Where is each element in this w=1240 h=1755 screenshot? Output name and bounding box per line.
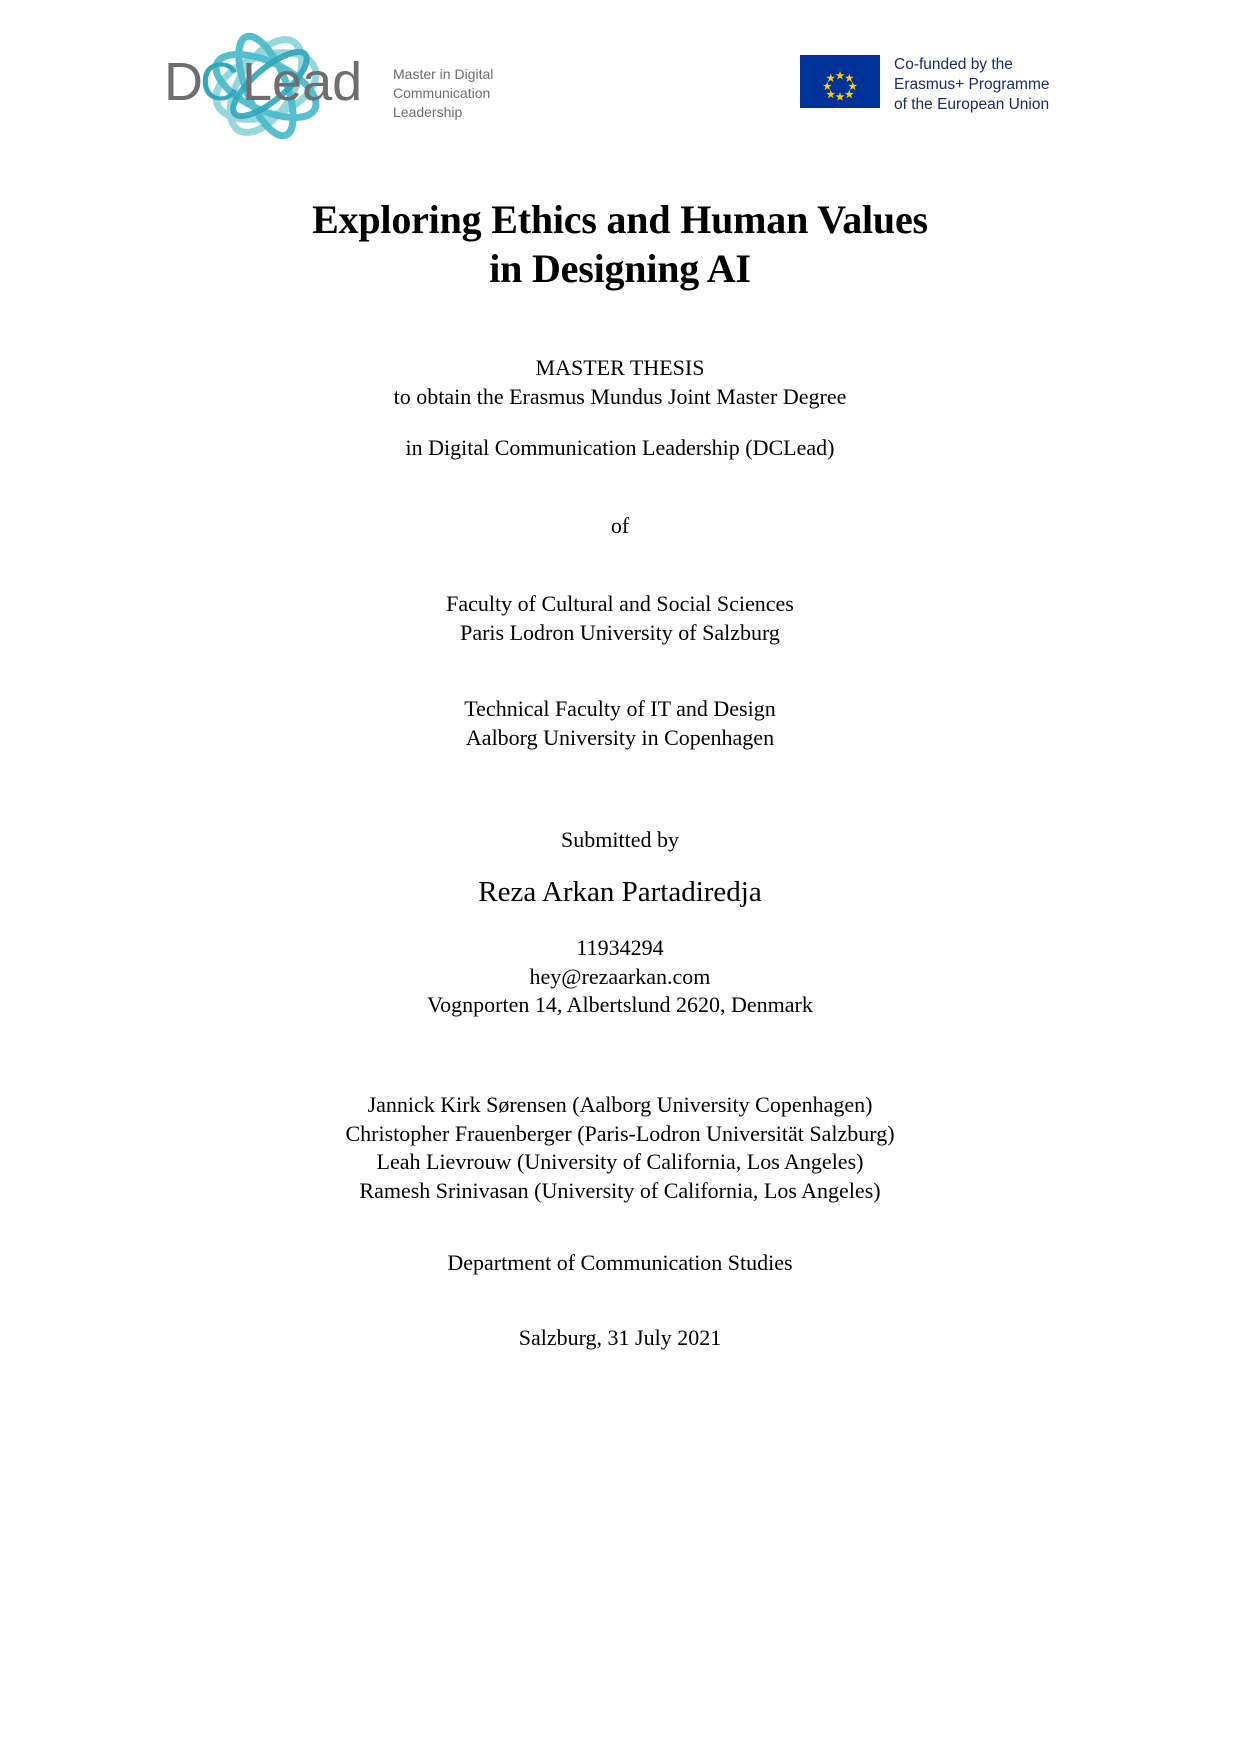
eu-cofunding-logo <box>800 55 1060 119</box>
svg-text:Lead: Lead <box>242 52 363 112</box>
department-name <box>0 1249 1240 1278</box>
supervisor-3: Leah Lievrouw (University of California, Los Angeles) <box>376 1149 864 1175</box>
institution-one-university: Paris Lodron University of Salzburg <box>460 619 780 645</box>
submitted-by-label <box>0 826 1240 855</box>
dclead-tagline-line1: Master in Digital <box>393 66 494 82</box>
degree-block <box>0 354 1240 411</box>
page-title <box>0 196 1240 294</box>
author-contact-block <box>0 934 1240 1020</box>
program-block <box>0 434 1240 463</box>
author-email: hey@rezaarkan.com <box>529 963 711 989</box>
author-name: Reza Arkan Partadiredja <box>478 876 762 908</box>
page-header <box>0 0 1240 170</box>
eu-text-line3: of the European Union <box>894 95 1050 113</box>
degree-type: MASTER THESIS <box>535 355 705 380</box>
author-address: Vognporten 14, Albertslund 2620, Denmark <box>427 992 813 1018</box>
institution-two-university: Aalborg University in Copenhagen <box>465 724 775 750</box>
svg-text:C: C <box>200 52 239 112</box>
of-label <box>0 512 1240 541</box>
program-name: in Digital Communication Leadership (DCLead) <box>405 435 835 460</box>
degree-purpose: to obtain the Erasmus Mundus Joint Master Degree <box>393 383 847 409</box>
supervisor-4: Ramesh Srinivasan (University of California, Los Angeles) <box>359 1177 881 1203</box>
svg-text:D: D <box>164 52 203 112</box>
institution-two-faculty: Technical Faculty of IT and Design <box>464 696 776 721</box>
eu-flag-icon <box>800 55 880 108</box>
dclead-tagline-line2: Communication <box>393 85 491 101</box>
eu-text-line1: Co-funded by the <box>894 56 1013 73</box>
author-student-id: 11934294 <box>576 935 664 960</box>
dclead-logo <box>148 22 516 158</box>
supervisor-2: Christopher Frauenberger (Paris-Lodron Universität Salzburg) <box>345 1120 895 1146</box>
institution-one-faculty: Faculty of Cultural and Social Sciences <box>446 591 794 616</box>
of-text: of <box>610 513 630 538</box>
supervisors-block <box>0 1091 1240 1205</box>
eu-text-line2: Erasmus+ Programme <box>894 75 1050 93</box>
department-text: Department of Communication Studies <box>447 1250 793 1275</box>
place-and-date-text: Salzburg, 31 July 2021 <box>518 1325 722 1350</box>
supervisor-1: Jannick Kirk Sørensen (Aalborg University Copenhagen) <box>367 1092 873 1117</box>
institution-one-block <box>0 590 1240 647</box>
institution-two-block <box>0 695 1240 752</box>
eu-cofunding-text <box>894 55 1049 114</box>
submitted-by-text: Submitted by <box>561 827 679 852</box>
dclead-tagline-line3: Leadership <box>393 104 463 120</box>
place-and-date <box>0 1324 1240 1353</box>
title-line-1: Exploring Ethics and Human Values <box>312 197 928 242</box>
title-line-2: in Designing AI <box>489 245 751 291</box>
